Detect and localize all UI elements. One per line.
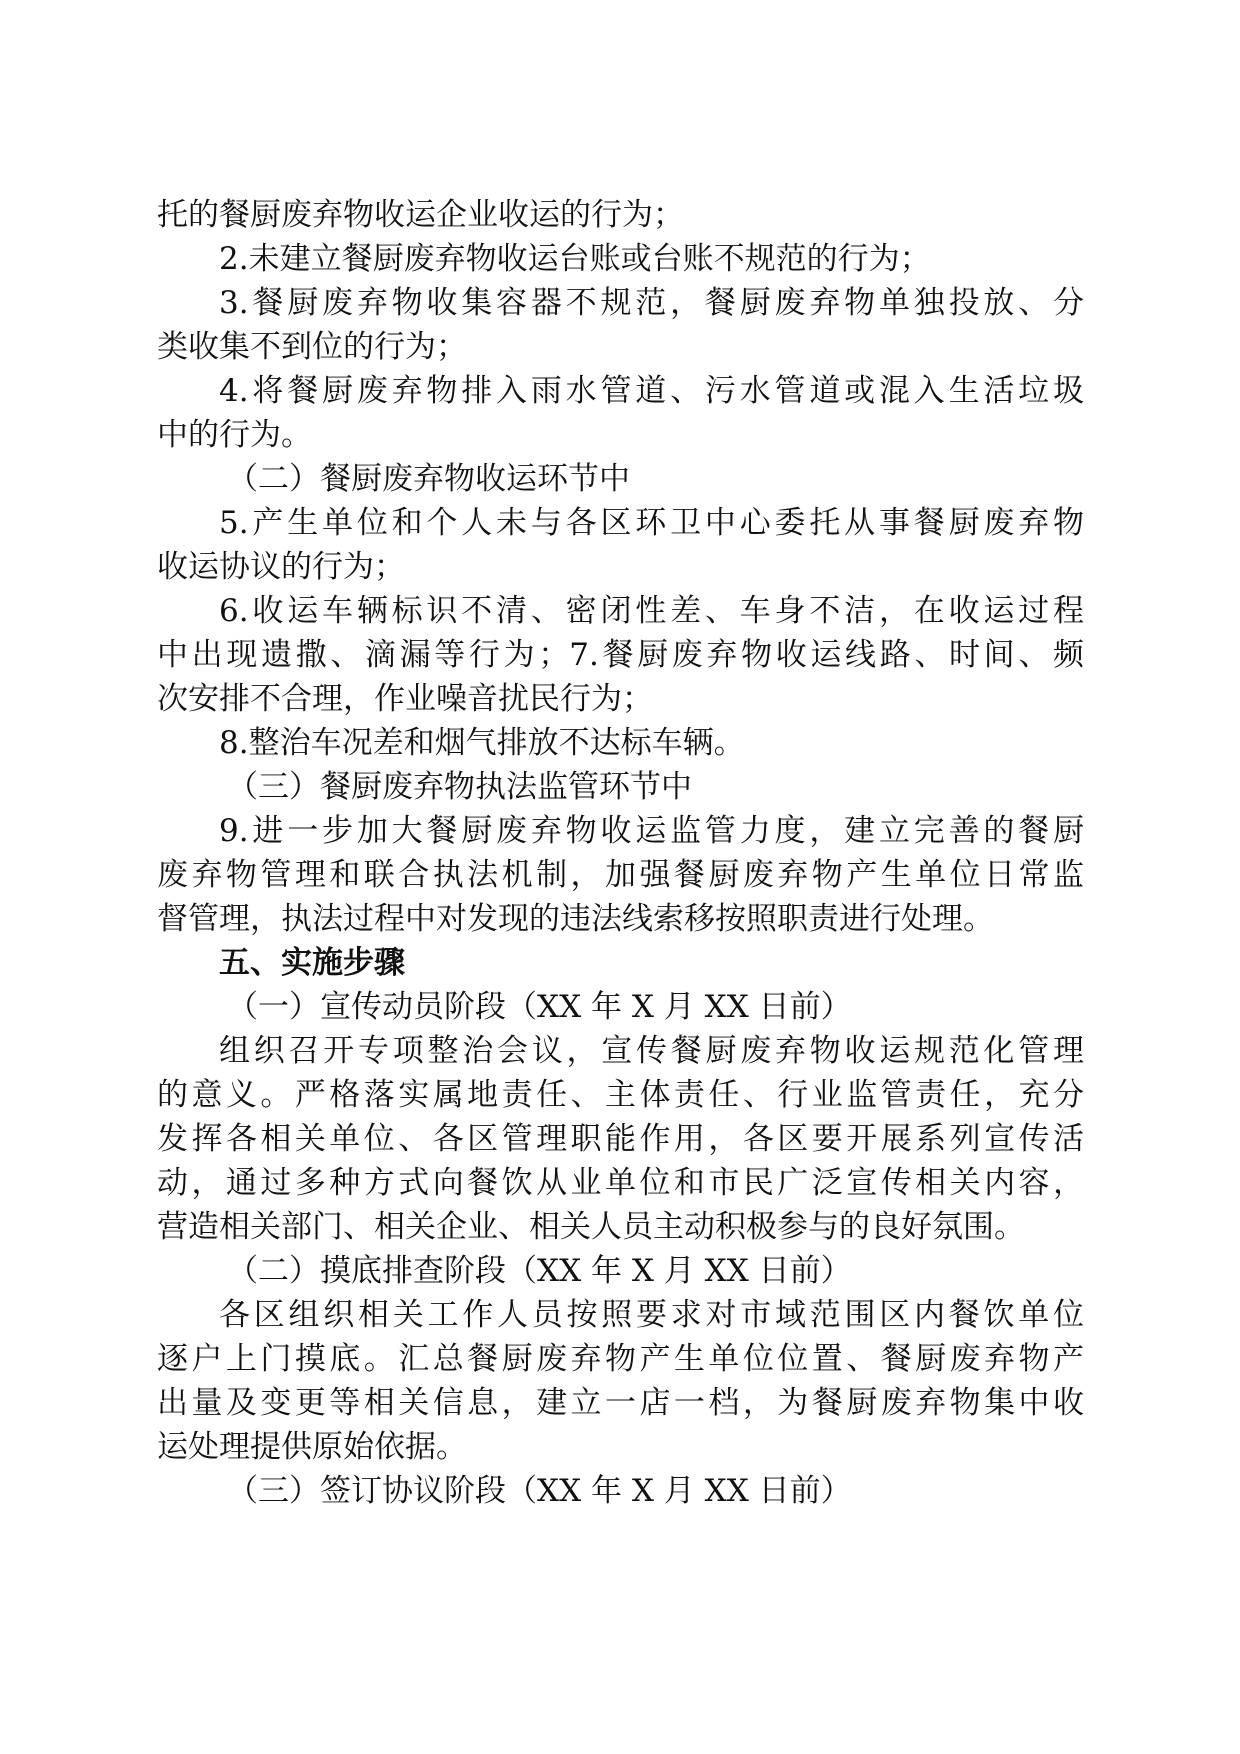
text-line: 5.产生单位和个人未与各区环卫中心委托从事餐厨废弃物: [219, 505, 1084, 541]
text-line: 8.整治车况差和烟气排放不达标车辆。: [219, 725, 745, 761]
text-line: 督管理，执法过程中对发现的违法线索移按照职责进行处理。: [157, 901, 994, 937]
text-line: 9.进一步加大餐厨废弃物收运监管力度，建立完善的餐厨: [219, 813, 1084, 849]
chapter-heading: 五、实施步骤: [219, 945, 405, 981]
text-line: 营造相关部门、相关企业、相关人员主动积极参与的良好氛围。: [157, 1209, 1025, 1245]
section-heading: （二）摸底排查阶段（XX 年 X 月 XX 日前）: [227, 1253, 852, 1289]
section-heading: （三）签订协议阶段（XX 年 X 月 XX 日前）: [227, 1473, 852, 1509]
section-heading: （三）餐厨废弃物执法监管环节中: [227, 769, 692, 805]
text-line: 逐户上门摸底。汇总餐厨废弃物产生单位位置、餐厨废弃物产: [157, 1341, 1084, 1377]
text-line: 3.餐厨废弃物收集容器不规范，餐厨废弃物单独投放、分: [219, 285, 1084, 321]
text-line: 中的行为。: [157, 417, 312, 453]
document-body: [157, 193, 1084, 1513]
text-line: 动，通过多种方式向餐饮从业单位和市民广泛宣传相关内容，: [157, 1165, 1084, 1201]
text-line: 6.收运车辆标识不清、密闭性差、车身不洁，在收运过程: [219, 593, 1084, 629]
text-line: 托的餐厨废弃物收运企业收运的行为；: [157, 197, 684, 233]
text-line: 各区组织相关工作人员按照要求对市域范围区内餐饮单位: [219, 1297, 1084, 1333]
text-line: 收运协议的行为；: [157, 549, 405, 585]
text-line: 运处理提供原始依据。: [157, 1429, 467, 1465]
text-line: 中出现遗撒、滴漏等行为；7.餐厨废弃物收运线路、时间、频: [157, 637, 1084, 673]
text-line: 类收集不到位的行为；: [157, 329, 467, 365]
section-heading: （一）宣传动员阶段（XX 年 X 月 XX 日前）: [227, 989, 852, 1025]
text-line: 发挥各相关单位、各区管理职能作用，各区要开展系列宣传活: [157, 1121, 1084, 1157]
text-line: 的意义。严格落实属地责任、主体责任、行业监管责任，充分: [157, 1077, 1084, 1113]
text-line: 出量及变更等相关信息，建立一店一档，为餐厨废弃物集中收: [157, 1385, 1084, 1421]
text-line: 废弃物管理和联合执法机制，加强餐厨废弃物产生单位日常监: [157, 857, 1084, 893]
text-line: 次安排不合理，作业噪音扰民行为；: [157, 681, 653, 717]
text-line: 2.未建立餐厨废弃物收运台账或台账不规范的行为；: [219, 241, 931, 277]
section-heading: （二）餐厨废弃物收运环节中: [227, 461, 630, 497]
text-line: 组织召开专项整治会议，宣传餐厨废弃物收运规范化管理: [219, 1033, 1084, 1069]
text-line: 4.将餐厨废弃物排入雨水管道、污水管道或混入生活垃圾: [219, 373, 1084, 409]
